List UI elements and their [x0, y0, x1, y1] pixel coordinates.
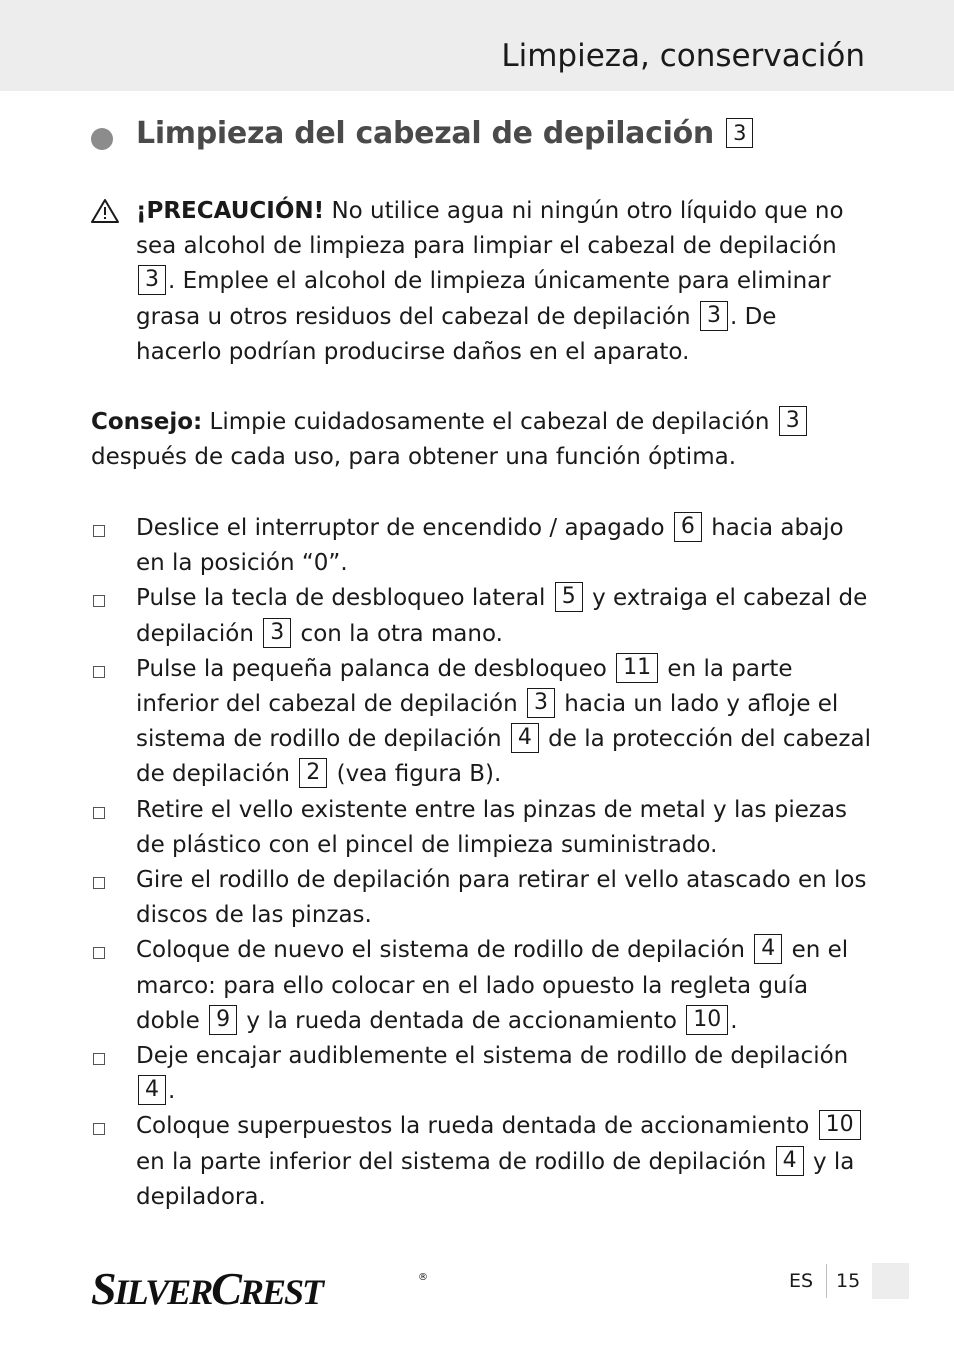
footer-tab-marker [872, 1263, 909, 1299]
reference-box: 5 [555, 582, 583, 612]
tip-text: después de cada uso, para obtener una función óptima. [91, 444, 736, 471]
instruction-steps [91, 511, 871, 1215]
tip-text: Limpie cuidadosamente el cabezal de depilación [202, 409, 777, 435]
step-item [91, 863, 871, 933]
tip-paragraph [91, 405, 864, 475]
reference-box: 2 [299, 758, 327, 788]
svg-text:SILVERCREST: SILVERCREST [91, 1263, 323, 1312]
reference-box: 11 [616, 653, 658, 683]
checkbox-icon [93, 1053, 105, 1065]
step-item [91, 511, 871, 581]
step-text: y extraiga el cabezal de depilación [136, 585, 868, 647]
checkbox-icon [93, 807, 105, 819]
checkbox-icon [93, 666, 105, 678]
reference-box: 6 [674, 512, 702, 542]
step-text: Coloque superpuestos la rueda dentada de accionamiento [136, 1113, 817, 1140]
reference-box: 3 [700, 301, 728, 331]
checkbox-icon [93, 525, 105, 537]
step-text: Pulse la tecla de desbloqueo lateral [136, 585, 553, 612]
bullet-dot-icon [91, 128, 113, 150]
reference-box: 4 [754, 934, 782, 964]
step-item [91, 581, 871, 651]
footer-divider [826, 1264, 827, 1298]
step-text: (vea figura B). [329, 761, 502, 788]
step-item [91, 933, 871, 1039]
reference-box: 3 [779, 406, 807, 436]
section-title [136, 116, 755, 151]
tip-label: Consejo: [91, 409, 203, 435]
reference-box: 4 [511, 723, 539, 753]
step-item [91, 1109, 871, 1215]
footer-language: ES [789, 1270, 814, 1292]
caution-paragraph [136, 194, 864, 370]
step-text: Retire el vello existente entre las pinzas de metal y las piezas de plástico con el pincel de limpieza suministrado. [136, 796, 848, 858]
step-text: Deslice el interruptor de encendido / apagado [136, 515, 672, 541]
checkbox-icon [93, 595, 105, 607]
step-text: en el marco: para ello colocar en el lado opuesto la regleta guía doble [136, 937, 849, 1034]
step-text: . [730, 1007, 738, 1034]
section-title-text: Limpieza del cabezal de depilación [136, 116, 714, 151]
reference-box: 3 [726, 118, 753, 148]
checkbox-icon [93, 877, 105, 889]
step-text: con la otra mano. [293, 620, 503, 647]
step-item [91, 793, 871, 863]
checkbox-icon [93, 1123, 105, 1135]
step-text: Gire el rodillo de depilación para retirar el vello atascado en los discos de las pinzas. [136, 867, 867, 929]
reference-box: 3 [263, 618, 291, 648]
step-text: y la depiladora. [136, 1148, 855, 1210]
step-text: hacia un lado y afloje el sistema de rodillo de depilación [136, 691, 839, 753]
step-text: Deje encajar audiblemente el sistema de rodillo de depilación [136, 1043, 849, 1070]
caution-text: . Emplee el alcohol de limpieza únicamente para eliminar grasa u otros residuos del cabezal de depilación [136, 268, 831, 330]
step-text: de la protección del cabezal de depilación [136, 726, 871, 788]
step-text: hacia abajo en la posición “0”. [136, 515, 844, 577]
warning-triangle-icon [90, 198, 120, 224]
reference-box: 3 [138, 265, 166, 295]
step-text: . [168, 1078, 176, 1105]
step-text: Coloque de nuevo el sistema de rodillo de depilación [136, 937, 753, 964]
silvercrest-logo [91, 1262, 431, 1312]
caution-label: ¡PRECAUCIÓN! [136, 198, 325, 224]
reference-box: 4 [138, 1075, 166, 1105]
page-header-title: Limpieza, conservación [501, 38, 865, 74]
svg-text:®: ® [418, 1272, 428, 1283]
reference-box: 10 [819, 1110, 861, 1140]
step-item [91, 1039, 871, 1109]
caution-text: No utilice agua ni ningún otro líquido que no sea alcohol de limpieza para limpiar el cabezal de depilación [136, 198, 844, 260]
reference-box: 9 [209, 1005, 237, 1035]
reference-box: 10 [686, 1005, 728, 1035]
caution-text: . De hacerlo podrían producirse daños en el aparato. [136, 303, 777, 365]
reference-box: 3 [527, 688, 555, 718]
step-text: en la parte inferior del sistema de rodillo de depilación [136, 1148, 774, 1175]
step-text: Pulse la pequeña palanca de desbloqueo [136, 655, 615, 682]
footer-page-number: 15 [836, 1270, 861, 1292]
step-text: y la rueda dentada de accionamiento [239, 1007, 685, 1034]
reference-box: 4 [776, 1146, 804, 1176]
step-item [91, 652, 871, 793]
step-text: en la parte inferior del cabezal de depilación [136, 655, 793, 718]
checkbox-icon [93, 947, 105, 959]
